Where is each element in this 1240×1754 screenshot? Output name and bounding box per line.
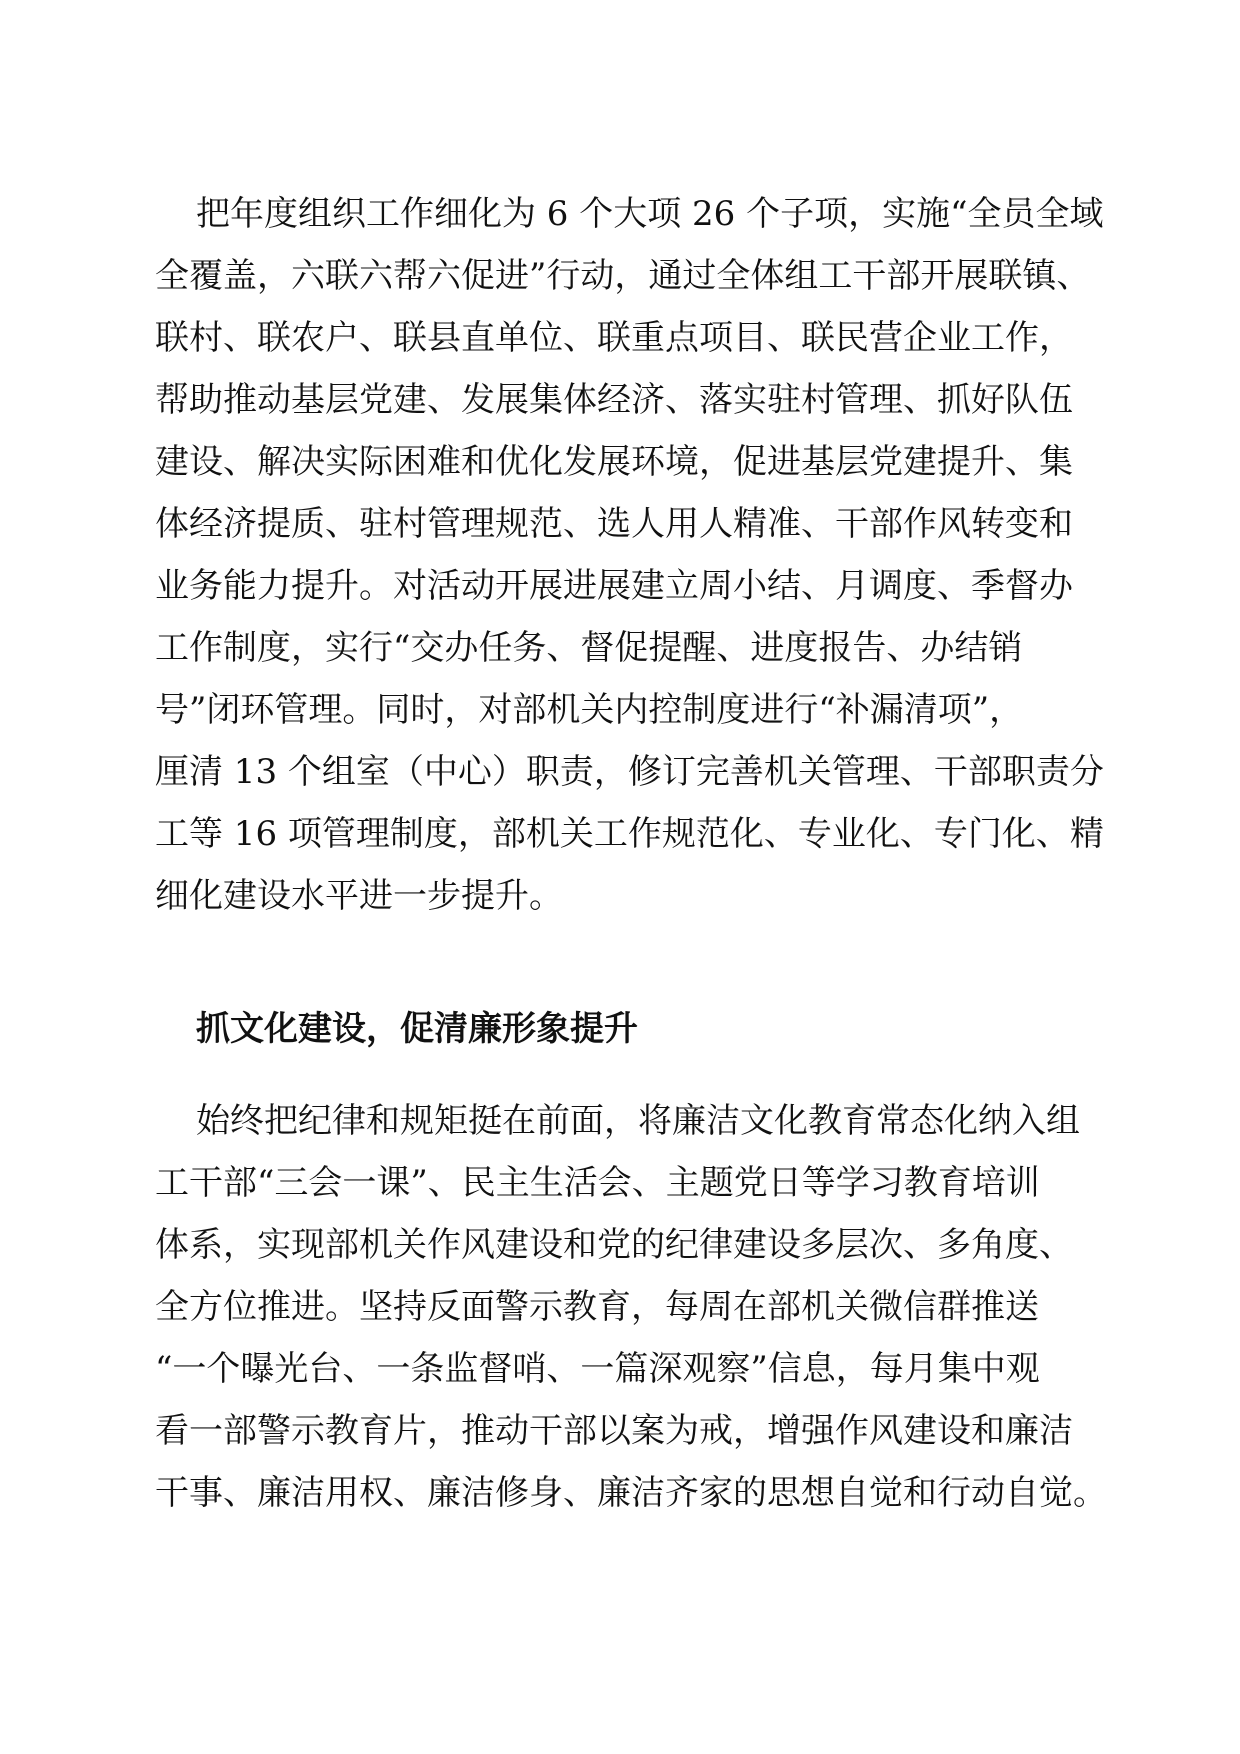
paragraph-1-line: 帮助推动基层党建、发展集体经济、落实驻村管理、抓好队伍 — [155, 380, 1073, 420]
paragraph-1-line: 建设、解决实际困难和优化发展环境，促进基层党建提升、集 — [155, 442, 1073, 482]
paragraph-1-line: 全覆盖，六联六帮六促进”行动，通过全体组工干部开展联镇、 — [155, 256, 1091, 296]
paragraph-1-line: 体经济提质、驻村管理规范、选人用人精准、干部作风转变和 — [155, 504, 1073, 544]
paragraph-2-line: 工干部“三会一课”、民主生活会、主题党日等学习教育培训 — [155, 1163, 1040, 1203]
paragraph-2-line: “一个曝光台、一条监督哨、一篇深观察”信息，每月集中观 — [155, 1349, 1040, 1389]
paragraph-1-line: 业务能力提升。对活动开展进展建立周小结、月调度、季督办 — [155, 566, 1073, 606]
paragraph-2-line: 始终把纪律和规矩挺在前面，将廉洁文化教育常态化纳入组 — [196, 1101, 1080, 1141]
paragraph-1-line: 工等 16 项管理制度，部机关工作规范化、专业化、专门化、精 — [155, 814, 1104, 854]
paragraph-2-line: 干事、廉洁用权、廉洁修身、廉洁齐家的思想自觉和行动自觉。 — [155, 1473, 1107, 1513]
paragraph-1-line: 厘清 13 个组室（中心）职责，修订完善机关管理、干部职责分 — [155, 752, 1104, 792]
paragraph-2-line: 体系，实现部机关作风建设和党的纪律建设多层次、多角度、 — [155, 1225, 1073, 1265]
paragraph-2-line: 看一部警示教育片，推动干部以案为戒，增强作风建设和廉洁 — [155, 1411, 1073, 1451]
paragraph-1-line: 细化建设水平进一步提升。 — [155, 876, 563, 916]
paragraph-2-line: 全方位推进。坚持反面警示教育，每周在部机关微信群推送 — [155, 1287, 1039, 1327]
section-heading: 抓文化建设，促清廉形象提升 — [196, 1009, 638, 1049]
paragraph-1-line: 工作制度，实行“交办任务、督促提醒、进度报告、办结销 — [155, 628, 1023, 668]
paragraph-1-line: 把年度组织工作细化为 6 个大项 26 个子项，实施“全员全域 — [196, 194, 1104, 234]
paragraph-1-line: 号”闭环管理。同时，对部机关内控制度进行“补漏清项”， — [155, 690, 1024, 730]
paragraph-1-line: 联村、联农户、联县直单位、联重点项目、联民营企业工作， — [155, 318, 1073, 358]
